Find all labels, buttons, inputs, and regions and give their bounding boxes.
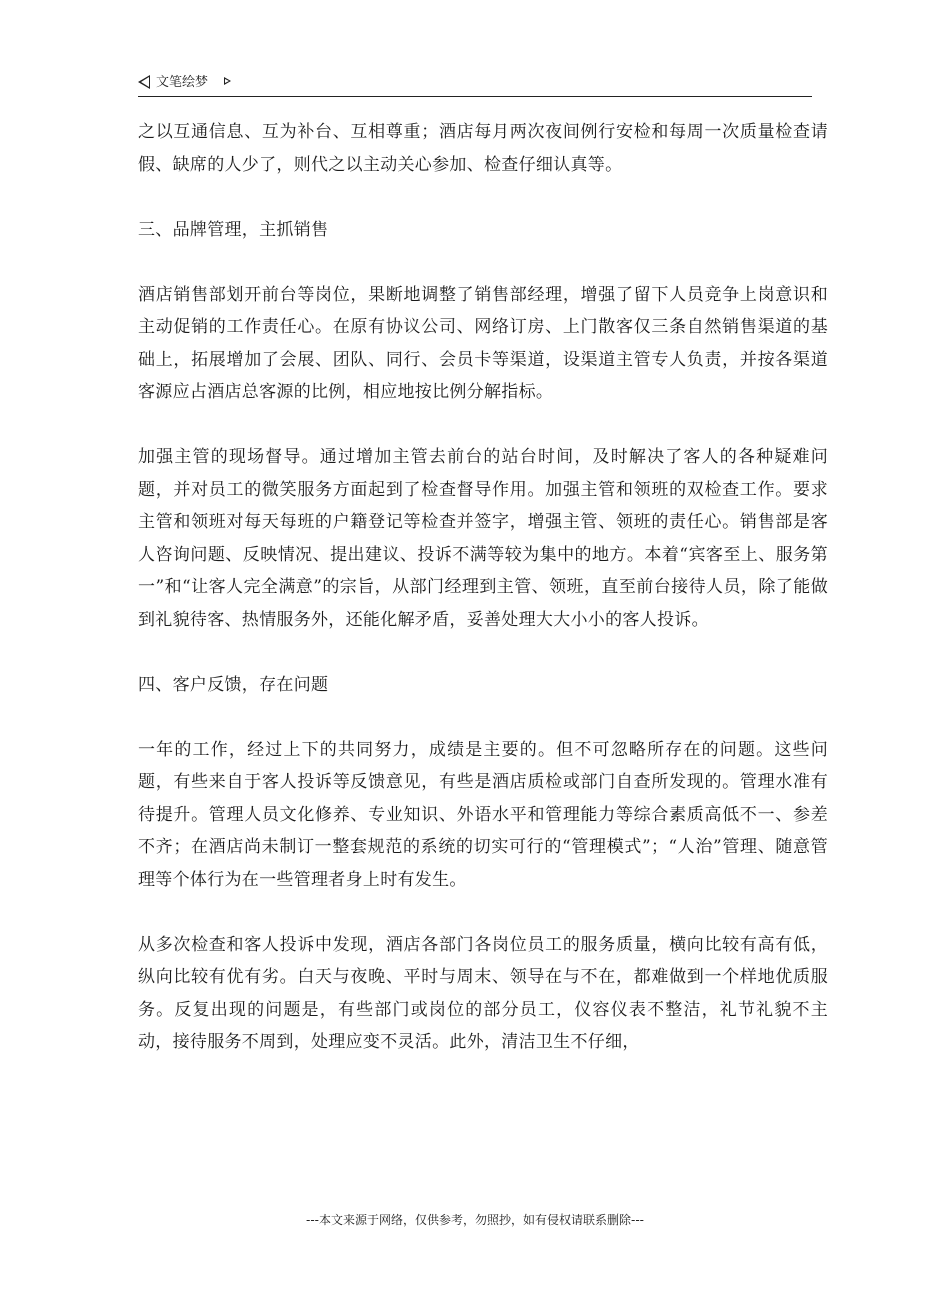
paragraph-inspection-findings: 从多次检查和客人投诉中发现，酒店各部门各岗位员工的服务质量，横向比较有高有低，纵向比较有优有劣。白天与夜晚、平时与周末、领导在与不在，都难做到一个样地优质服务。反复出现的问题是，有些部门或岗位的部分员工，仪容仪表不整洁，礼节礼貌不主动，接待服务不周到，处理应变不灵活。此外，清洁卫生不仔细，	[138, 934, 828, 1052]
header-brand: 文笔绘梦	[156, 75, 209, 90]
document-body	[138, 116, 828, 1091]
left-triangle-icon	[138, 75, 150, 89]
section-heading-customer-feedback: 四、客户反馈，存在问题	[138, 674, 329, 695]
footer-disclaimer: ---本文来源于网络，仅供参考，勿照抄，如有侵权请联系删除---	[306, 1213, 644, 1227]
section-heading-brand-management: 三、品牌管理，主抓销售	[138, 219, 329, 240]
right-triangle-icon	[224, 77, 231, 85]
page-header	[138, 72, 812, 97]
paragraph-supervision: 加强主管的现场督导。通过增加主管去前台的站台时间，及时解决了客人的各种疑难问题，并对员工的微笑服务方面起到了检查督导作用。加强主管和领班的双检查工作。要求主管和领班对每天每班的户籍登记等检查并签字，增强主管、领班的责任心。销售部是客人咨询问题、反映情况、提出建议、投诉不满等较为集中的地方。本着“宾客至上、服务第一”和“让客人完全满意”的宗旨，从部门经理到主管、领班，直至前台接待人员，除了能做到礼貌待客、热情服务外，还能化解矛盾，妥善处理大大小小的客人投诉。	[138, 447, 828, 630]
paragraph-problems: 一年的工作，经过上下的共同努力，成绩是主要的。但不可忽略所存在的问题。这些问题，有些来自于客人投诉等反馈意见，有些是酒店质检或部门自查所发现的。管理水准有待提升。管理人员文化修养、专业知识、外语水平和管理能力等综合素质高低不一、参差不齐；在酒店尚未制订一整套规范的系统的切实可行的“管理模式”；“人治”管理、随意管理等个体行为在一些管理者身上时有发生。	[138, 739, 828, 890]
paragraph-sales-department: 酒店销售部划开前台等岗位，果断地调整了销售部经理，增强了留下人员竞争上岗意识和主动促销的工作责任心。在原有协议公司、网络订房、上门散客仅三条自然销售渠道的基础上，拓展增加了会展、团队、同行、会员卡等渠道，设渠道主管专人负责，并按各渠道客源应占酒店总客源的比例，相应地按比例分解指标。	[138, 284, 828, 402]
paragraph-continuation: 之以互通信息、互为补台、互相尊重；酒店每月两次夜间例行安检和每周一次质量检查请假、缺席的人少了，则代之以主动关心参加、检查仔细认真等。	[138, 122, 828, 175]
